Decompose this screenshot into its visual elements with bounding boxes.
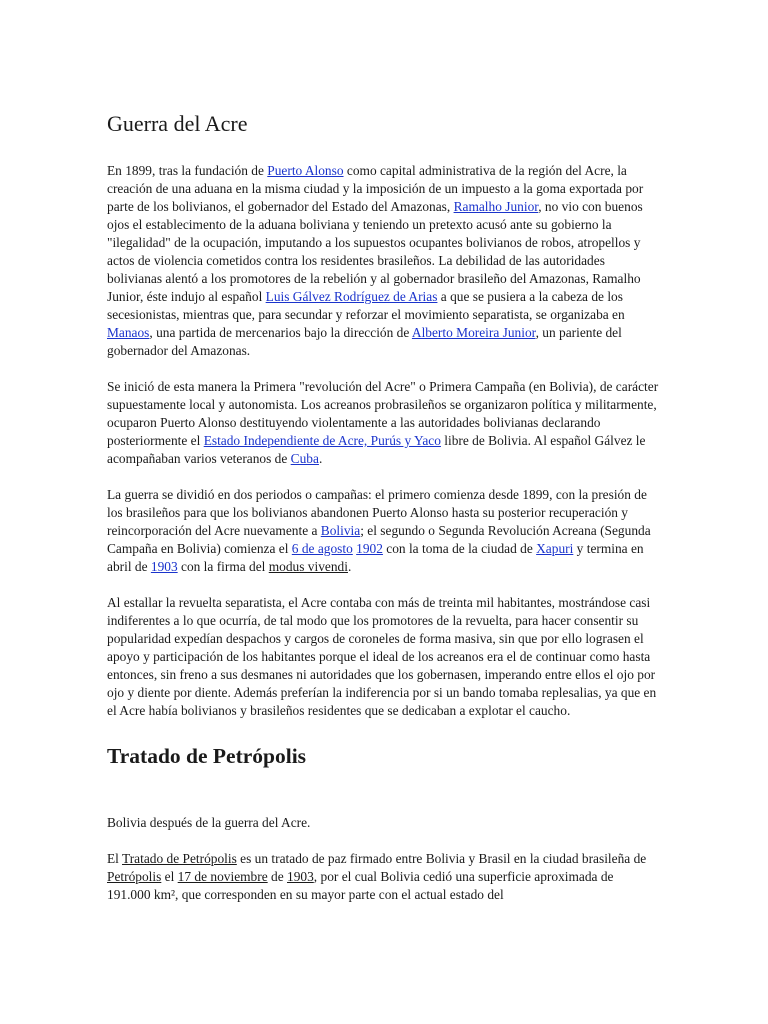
- link-6-de-agosto[interactable]: 6 de agosto: [291, 541, 353, 556]
- underlined-modus-vivendi[interactable]: modus vivendi: [268, 559, 348, 574]
- text: a que se pusiera a la cabeza de los secesionistas, mientras que, para secundar y reforzar el movimiento separatista, se organizaba en: [107, 289, 625, 322]
- text: de: [267, 869, 288, 884]
- heading-guerra-del-acre: Guerra del Acre: [107, 111, 248, 136]
- link-1902[interactable]: 1902: [356, 541, 383, 556]
- link-estado-independiente[interactable]: Estado Independiente de Acre, Purús y Yaco: [203, 433, 441, 448]
- text: con la toma de la ciudad de: [382, 541, 537, 556]
- text: , una partida de mercenarios bajo la dirección de: [149, 325, 412, 340]
- text: , un pariente del gobernador del Amazonas.: [107, 325, 622, 358]
- underlined-tratado-de-petropolis[interactable]: Tratado de Petrópolis: [122, 851, 237, 866]
- link-cuba[interactable]: Cuba: [290, 451, 319, 466]
- link-luis-galvez[interactable]: Luis Gálvez Rodríguez de Arias: [265, 289, 438, 304]
- text: , no vio con buenos ojos el establecimento de la aduana boliviana y teniendo un pretexto acusó ante su gobierno la "ilegalidad" de la ocupación, imputando a los supuestos ocupantes bolivianos de robos, atropellos y actos de violencia cometidos contra los residentes brasileños. La debilidad de las autoridades bolivianas alentó a los promotores de la rebelión y al gobernador brasileño del Amazonas, Ramalho Junior, éste indujo al español: [107, 199, 643, 304]
- text: .: [347, 559, 352, 574]
- link-alberto-moreira-junior[interactable]: Alberto Moreira Junior: [411, 325, 536, 340]
- paragraph-1: [107, 162, 659, 360]
- text: con la firma del: [177, 559, 269, 574]
- underlined-1903[interactable]: 1903: [287, 869, 314, 884]
- document-content: [107, 110, 659, 922]
- text: El: [107, 851, 123, 866]
- link-1903[interactable]: 1903: [150, 559, 178, 574]
- text: En 1899, tras la fundación de: [107, 163, 268, 178]
- text: libre de Bolivia. Al español Gálvez le acompañaban varios veteranos de: [107, 433, 646, 466]
- link-puerto-alonso[interactable]: Puerto Alonso: [267, 163, 344, 178]
- text: y termina en abril de: [107, 541, 644, 574]
- link-bolivia[interactable]: Bolivia: [320, 523, 361, 538]
- heading-tratado-de-petropolis: Tratado de Petrópolis: [107, 744, 307, 768]
- text: el: [161, 869, 178, 884]
- text: ; el segundo o Segunda Revolución Acreana (Segunda Campaña en Bolivia) comienza el: [107, 523, 651, 556]
- link-xapuri[interactable]: Xapuri: [536, 541, 574, 556]
- text: .: [318, 451, 323, 466]
- text: Se inició de esta manera la Primera "revolución del Acre" o Primera Campaña (en Bolivia), de carácter supuestamente local y autonomista. Los acreanos probrasileños se organizaron política y militarmente, ocuparon Puerto Alonso destituyendo violentamente a las autoridades bolivianas declarando posteriormente el: [107, 379, 659, 448]
- underlined-petropolis[interactable]: Petrópolis: [107, 869, 162, 884]
- text: como capital administrativa de la región del Acre, la creación de una aduana en la misma ciudad y la imposición de un impuesto a la goma exportada por parte de los bolivianos, el gobernador del Estado del Amazonas,: [107, 163, 644, 214]
- link-ramalho-junior[interactable]: Ramalho Junior: [453, 199, 539, 214]
- paragraph-4: Al estallar la revuelta separatista, el Acre contaba con más de treinta mil habitantes, mostrándose casi indiferentes a lo que ocurría, de tal modo que los promotores de la revuelta, para hacer consentir su popularidad expedían despachos y cargos de coroneles de forma masiva, sin que por ello lograsen el apoyo y participación de los habitantes porque el ideal de los acreanos era el de continuar como hasta entonces, sin freno a sus desmanes ni autoridades que los gobernasen, imperando entre ellos el ojo por ojo y diente por diente. Además preferían la indiferencia por si un bando tomaba replesalias, ya que en el Acre había bolivianos y brasileños residentes que se dedicaban a explotar el caucho.: [107, 595, 657, 718]
- paragraph-6: [107, 850, 659, 904]
- text: , por el cual Bolivia cedió una superficie aproximada de 191.000 km², que corresponden en su mayor parte con el actual estado del: [107, 869, 614, 902]
- text: es un tratado de paz firmado entre Bolivia y Brasil en la ciudad brasileña de: [236, 851, 647, 866]
- underlined-17-de-noviembre[interactable]: 17 de noviembre: [177, 869, 268, 884]
- paragraph-5: Bolivia después de la guerra del Acre.: [107, 815, 311, 830]
- text: La guerra se dividió en dos periodos o campañas: el primero comienza desde 1899, con la presión de los brasileños para que los bolivianos abandonen Puerto Alonso hasta su posterior recuperación y reincorporación del Acre nuevamente a: [107, 487, 647, 538]
- link-manaos[interactable]: Manaos: [107, 325, 150, 340]
- paragraph-2: [107, 378, 659, 468]
- paragraph-3: [107, 486, 659, 576]
